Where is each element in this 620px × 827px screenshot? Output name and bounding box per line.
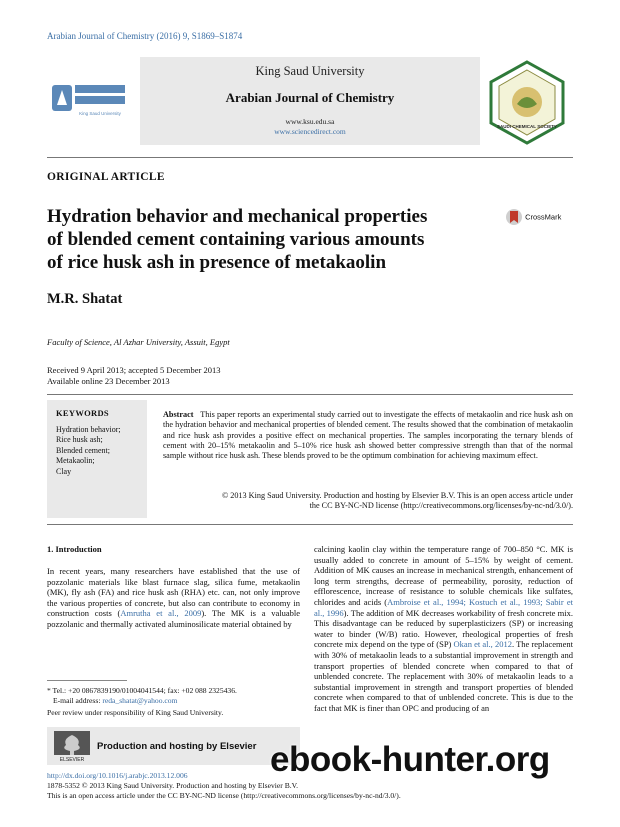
intro-right-column bbox=[314, 544, 573, 714]
elsevier-hosting-text: Production and hosting by Elsevier bbox=[97, 741, 257, 752]
abstract-top-divider bbox=[47, 394, 573, 395]
intro-left-column bbox=[47, 566, 300, 630]
section-heading-introduction: 1. Introduction bbox=[47, 544, 102, 554]
footnote-divider bbox=[47, 680, 127, 681]
keyword-item: Hydration behavior; bbox=[56, 424, 121, 434]
title-line: of rice husk ash in presence of metakaolin bbox=[47, 252, 387, 273]
journal-header-band bbox=[140, 57, 480, 145]
watermark: ebook-hunter.org bbox=[270, 740, 550, 779]
license-line[interactable]: the CC BY-NC-ND license (http://creativecommons.org/licenses/by-nc-nd/3.0/). bbox=[309, 501, 573, 511]
intro-text: ). The addition of MK decreases workability of fresh concrete mix. This disadvantage can be reduced by superplasticizers (SP) or increasing water to binder (W/B) ratio. However, rheological properties of fresh concrete mix depend on the type of (SP) bbox=[314, 607, 574, 650]
elsevier-logo-text: ELSEVIER bbox=[59, 757, 85, 763]
article-title bbox=[47, 205, 477, 274]
open-access-line: This is an open access article under the CC BY-NC-ND license (http://creativecommons.org/licenses/by-nc-nd/3.0/). bbox=[47, 791, 401, 800]
title-line: Hydration behavior and mechanical properties bbox=[47, 206, 428, 227]
header-divider bbox=[47, 157, 573, 158]
university-name: King Saud University bbox=[255, 64, 365, 78]
society-logo-text: SAUDI CHEMICAL SOCIETY bbox=[497, 124, 557, 129]
doi-link[interactable]: http://dx.doi.org/10.1016/j.arabjc.2013.12.006 bbox=[47, 771, 188, 780]
elsevier-banner bbox=[47, 727, 300, 765]
copyright-statement bbox=[163, 491, 573, 512]
keyword-item: Clay bbox=[56, 466, 72, 476]
keyword-item: Blended cement; bbox=[56, 445, 110, 455]
intro-text: . The replacement with 30% of metakaolin leads to a substantial improvement in strength and transport properties of blended concrete when compared to that of unblended concrete. The replacement with 30% of metakaolin leads to a substantial improvement in strength and transport properties of blended concrete when compared to that of unblended concrete. This is due to the fact that MK is finer than OPC and producing of an bbox=[314, 639, 573, 713]
abstract-body: This paper reports an experimental study carried out to investigate the effects of metakaolin and rice husk ash on the hydration behavior and mechanical properties of blended cement. The results showed that the combination of metakaolin and rice husk ash provides a positive effect on mechanical properties. The samples incorporating the ternary blends of cement with 20–15% metakaolin and 5–10% rice husk ash showed better compressive strength than that of the normal sample without rice husk ash. These blends proved to be the optimum combination for achieving maximum effect. bbox=[163, 410, 574, 461]
sciencedirect-link[interactable]: www.sciencedirect.com bbox=[274, 127, 346, 136]
elsevier-tree-icon bbox=[51, 729, 95, 763]
intro-text: calcining kaolin clay within the temperature range of 700–850 °C. MK is usually added to concrete in amount of 5–15% by weight of cement. Addition of MK causes an increase in mechanical strength, enhancement of long term strengths, decrease of permeability, porosity, reduction of efflorescence, increase of resistance to soluble chemicals like sulfates, chlorides and acids ( bbox=[314, 544, 573, 607]
keywords-heading: KEYWORDS bbox=[56, 408, 109, 418]
keyword-item: Metakaolin; bbox=[56, 456, 95, 465]
email-label: E-mail address: bbox=[53, 696, 103, 705]
keyword-item: Rice husk ash; bbox=[56, 435, 103, 444]
footnote-email bbox=[47, 696, 300, 706]
crossmark-button[interactable] bbox=[505, 208, 575, 226]
footnote bbox=[47, 686, 300, 718]
article-type: ORIGINAL ARTICLE bbox=[47, 171, 165, 183]
abstract-label: Abstract bbox=[163, 410, 194, 419]
email-link[interactable]: reda_shatat@yahoo.com bbox=[102, 696, 178, 705]
crossmark-icon bbox=[505, 208, 523, 226]
title-line: of blended cement containing various amounts bbox=[47, 229, 425, 250]
chemical-society-logo bbox=[487, 60, 567, 145]
keywords-box bbox=[47, 400, 147, 518]
ksu-logo-text: King Saud University bbox=[79, 111, 121, 116]
online-date: Available online 23 December 2013 bbox=[47, 376, 170, 386]
footnote-peer-review: Peer review under responsibility of King Saud University. bbox=[47, 708, 224, 717]
abstract-text bbox=[163, 410, 573, 461]
article-dates bbox=[47, 365, 220, 387]
intro-text: In recent years, many researchers have established that the use of pozzolanic materials like blast furnace slag, silica fume, metakaolin (MK), fly ash (FA) and rice husk ash (RHA) etc. can, not only improve the various properties of concrete, but also can contribute to economy in construction costs ( bbox=[47, 566, 300, 619]
crossmark-label: CrossMark bbox=[525, 212, 562, 222]
citation-link[interactable]: Okan et al., 2012 bbox=[453, 639, 512, 650]
ksu-website-link[interactable]: www.ksu.edu.sa bbox=[285, 117, 335, 126]
issn-line: 1878-5352 © 2013 King Saud University. Production and hosting by Elsevier B.V. bbox=[47, 781, 299, 790]
ksu-logo bbox=[49, 75, 129, 120]
abstract-bottom-divider bbox=[47, 524, 573, 525]
intro-text: ). The MK is a valuable pozzolanic and thermally activated aluminosilicate material obtained by bbox=[47, 608, 301, 629]
journal-citation[interactable]: Arabian Journal of Chemistry (2016) 9, S1869–S1874 bbox=[47, 31, 243, 41]
footnote-tel: * Tel.: +20 0867839190/01004041544; fax: +02 088 2325436. bbox=[47, 686, 237, 695]
citation-link[interactable]: Ambroise et al., 1994; Kostuch et al., 1993; Sabir et al., 1996 bbox=[314, 596, 573, 618]
author-affiliation: Faculty of Science, Al Azhar University, Assuit, Egypt bbox=[47, 337, 230, 347]
author-name: M.R. Shatat bbox=[47, 291, 123, 307]
received-date: Received 9 April 2013; accepted 5 December 2013 bbox=[47, 365, 221, 375]
copyright-line: © 2013 King Saud University. Production and hosting by Elsevier B.V. This is an open access article under bbox=[221, 491, 573, 500]
citation-link[interactable]: Amrutha et al., 2009 bbox=[120, 608, 202, 619]
journal-name: Arabian Journal of Chemistry bbox=[225, 90, 395, 105]
